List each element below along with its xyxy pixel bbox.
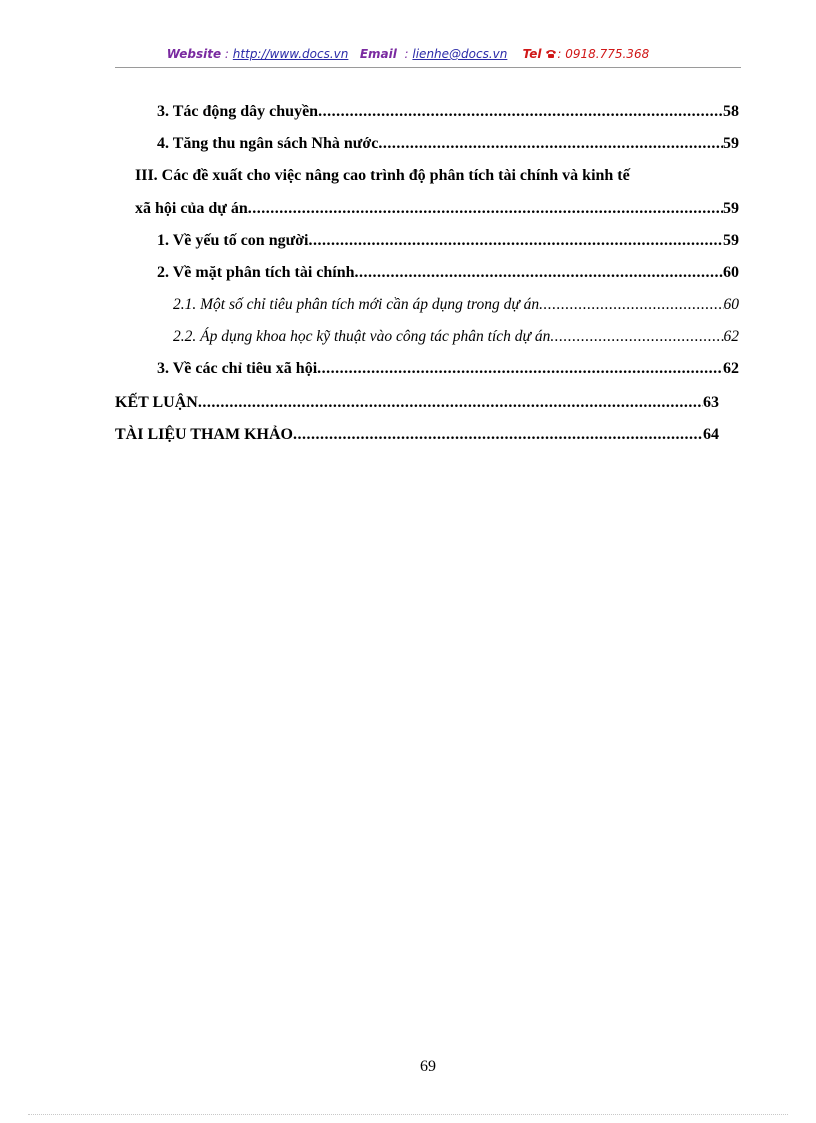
toc-entry-page: 58 (723, 103, 739, 120)
toc-leader-dots (378, 131, 723, 157)
toc-entry-page: 64 (703, 426, 719, 443)
toc-leader-dots (539, 292, 723, 318)
toc-entry-title: 2.2. Áp dụng khoa học kỹ thuật vào công tác phân tích dự án (173, 328, 551, 345)
email-separator: : (404, 47, 409, 61)
tel-label: Tel (522, 47, 542, 61)
toc-entry[interactable] (157, 99, 739, 125)
toc-leader-dots (550, 324, 723, 350)
toc-chapter[interactable] (115, 422, 719, 448)
toc-entry-title: 3. Về các chỉ tiêu xã hội (157, 360, 318, 377)
toc-entry-title: 3. Tác động dây chuyền (157, 103, 319, 120)
toc-entry-title: 2.1. Một số chỉ tiêu phân tích mới cần áp dụng trong dự án (173, 296, 540, 313)
header-divider (115, 67, 741, 68)
toc-entry-title: 2. Về mặt phân tích tài chính (157, 264, 355, 281)
toc-entry-page: 60 (723, 296, 739, 313)
toc-leader-dots (355, 260, 723, 286)
toc-section-heading[interactable]: III. Các đề xuất cho việc nâng cao trình độ phân tích tài chính và kinh tế (135, 167, 630, 184)
toc-entry-page: 59 (723, 232, 739, 249)
website-label: Website (166, 47, 222, 61)
toc-chapter[interactable] (115, 390, 719, 416)
toc-leader-dots (198, 390, 703, 416)
toc-entry-page: 63 (703, 394, 719, 411)
toc-leader-dots (293, 422, 703, 448)
toc-leader-dots (318, 99, 723, 125)
toc-entry[interactable] (157, 131, 739, 157)
page-bottom-border (28, 1114, 788, 1115)
tel-number: 0918.775.368 (565, 47, 650, 61)
tel-separator: : (557, 47, 562, 61)
toc-entry-title: xã hội của dự án (135, 200, 248, 217)
toc-entry-title: 4. Tăng thu ngân sách Nhà nước (157, 135, 379, 152)
toc-entry-page: 59 (723, 200, 739, 217)
toc-leader-dots (248, 196, 723, 222)
toc-entry-page: 59 (723, 135, 739, 152)
toc-entry-title: 1. Về yếu tố con người (157, 232, 309, 249)
toc-entry[interactable] (157, 260, 739, 286)
phone-icon (545, 47, 557, 61)
toc-subentry[interactable] (173, 324, 739, 350)
toc-entry-title: TÀI LIỆU THAM KHẢO (115, 426, 293, 443)
toc-entry-page: 62 (723, 360, 739, 377)
toc-leader-dots (317, 356, 723, 382)
toc-entry-page: 60 (723, 264, 739, 281)
toc-entry-page: 62 (723, 328, 739, 345)
website-separator: : (224, 47, 229, 61)
email-label: Email (359, 47, 397, 61)
toc-subentry[interactable] (173, 292, 739, 318)
email-link[interactable]: lienhe@docs.vn (412, 47, 508, 61)
page-header (0, 47, 816, 61)
page-number: 69 (420, 1058, 436, 1075)
toc-entry-title: KẾT LUẬN (115, 394, 198, 411)
website-link[interactable]: http://www.docs.vn (232, 47, 349, 61)
toc-leader-dots (309, 228, 724, 254)
toc-entry[interactable] (135, 196, 739, 222)
toc-entry[interactable] (157, 356, 739, 382)
toc-entry[interactable] (157, 228, 739, 254)
